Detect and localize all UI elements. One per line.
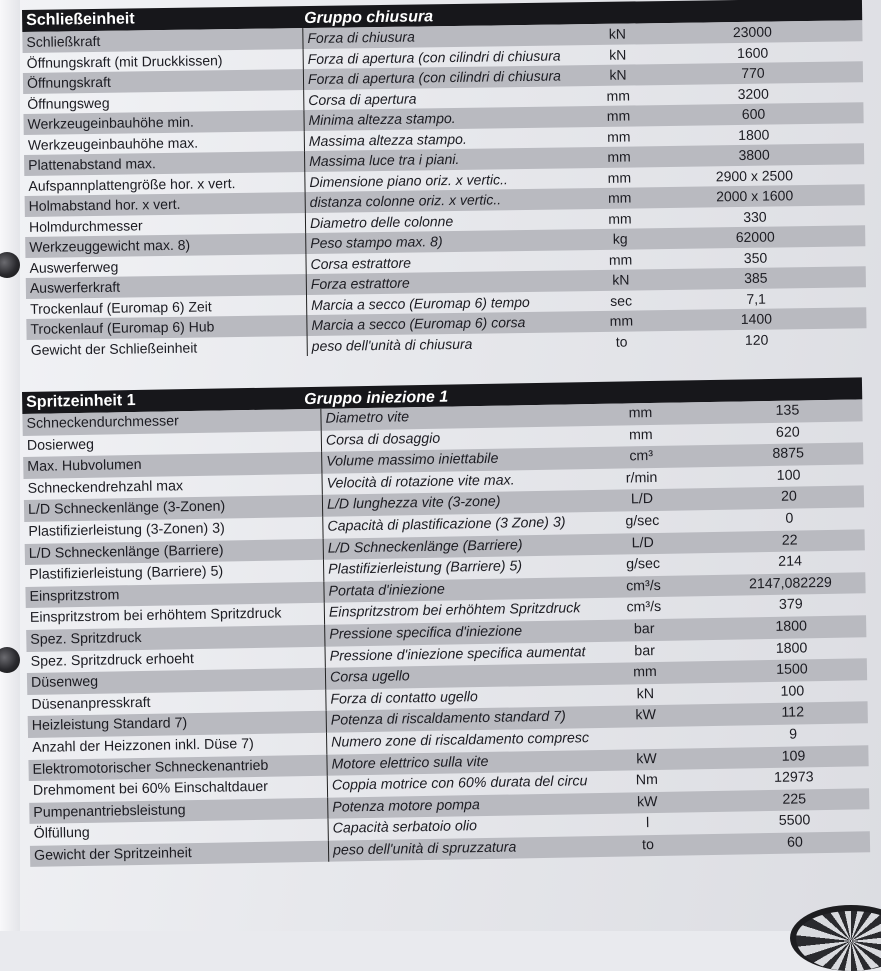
- row-value: 770: [741, 64, 765, 81]
- row-value: 7,1: [746, 290, 766, 307]
- row-unit: to: [615, 333, 628, 350]
- row-value: 1600: [736, 44, 769, 61]
- row-value: 225: [782, 791, 807, 808]
- row-unit: cm³: [629, 448, 654, 465]
- row-value: 2900 x 2500: [715, 166, 794, 184]
- row-unit: kN: [636, 685, 655, 703]
- row-label-it: Forza di chiusura: [302, 27, 415, 49]
- row-label-it: Massima luce tra i piani.: [304, 149, 459, 172]
- row-value: 100: [776, 467, 801, 484]
- row-unit: kW: [636, 750, 657, 767]
- row-value: 109: [781, 747, 806, 765]
- row-label-it: peso dell'unità di chiusura: [307, 333, 473, 356]
- row-value: 120: [744, 331, 769, 348]
- row-label-it: Forza di contatto ugello: [325, 687, 478, 711]
- row-value: 135: [775, 402, 800, 419]
- row-value: 620: [775, 424, 800, 441]
- row-label-it: peso dell'unità di spruzzatura: [328, 837, 517, 862]
- row-label-de: Auswerferweg: [29, 258, 119, 276]
- row-unit: L/D: [631, 534, 654, 551]
- row-unit: mm: [607, 128, 631, 145]
- row-label-it: Dimensione piano oriz. x vertic..: [304, 169, 508, 192]
- row-label-de: Öffnungskraft: [26, 73, 111, 91]
- row-label-it: Marcia a secco (Euromap 6) corsa: [306, 312, 525, 336]
- row-unit: sec: [610, 292, 633, 309]
- row-label-de: Plastifizierleistung (3-Zonen) 3): [28, 520, 225, 540]
- row-label-de: Plastifizierleistung (Barriere) 5): [29, 563, 224, 584]
- section-title-it: Gruppo chiusura: [304, 8, 434, 28]
- row-value: 214: [778, 553, 803, 570]
- row-label-it: Diametro vite: [320, 407, 409, 430]
- row-value: 1800: [738, 126, 770, 143]
- row-label-it: Portata d'iniezione: [323, 579, 445, 603]
- row-label-it: Corsa di dosaggio: [321, 428, 441, 452]
- row-unit: mm: [609, 312, 634, 329]
- row-label-de: Holmdurchmesser: [28, 216, 143, 235]
- row-label-de: Werkzeugeinbauhöhe min.: [27, 113, 194, 132]
- row-value: 22: [781, 532, 798, 549]
- row-label-it: Forza di apertura (con cilindri di chiusura: [303, 65, 561, 89]
- row-unit: mm: [628, 426, 653, 444]
- row-label-de: Drehmoment bei 60% Einschaltdauer: [32, 778, 269, 799]
- row-value: 1800: [775, 618, 808, 635]
- row-value: 5500: [778, 812, 811, 830]
- row-unit: bar: [633, 620, 655, 638]
- row-label-de: Schneckendrehzahl max: [27, 477, 184, 497]
- row-value: 1500: [776, 661, 808, 679]
- row-label-it: Pressione specifica d'iniezione: [324, 621, 522, 646]
- row-unit: mm: [607, 169, 632, 186]
- row-unit: mm: [628, 405, 653, 422]
- row-label-it: Motore elettrico sulla vite: [326, 751, 488, 775]
- row-unit: kN: [608, 25, 627, 42]
- row-unit: r/min: [625, 469, 658, 487]
- row-label-it: Massima altezza stampo.: [304, 128, 467, 151]
- row-label-de: Gewicht der Schließeinheit: [30, 339, 198, 358]
- row-unit: bar: [634, 642, 655, 659]
- row-value: 1800: [775, 639, 808, 657]
- row-label-de: Holmabstand hor. x vert.: [28, 195, 181, 214]
- row-label-it: Plastifizierleistung (Barriere) 5): [323, 556, 522, 581]
- row-value: 350: [743, 249, 768, 266]
- row-label-it: Potenza motore pompa: [327, 795, 480, 819]
- section-title-de: Schließeinheit: [26, 10, 135, 29]
- row-label-it: distanza colonne oriz. x vertic..: [305, 189, 502, 212]
- row-unit: mm: [606, 87, 631, 104]
- clamping-unit-table: [22, 0, 867, 360]
- row-unit: mm: [633, 664, 657, 681]
- row-label-de: Pumpenantriebsleistung: [33, 801, 186, 821]
- row-label-de: Schließkraft: [26, 32, 101, 50]
- row-label-it: Volume massimo iniettabile: [321, 449, 499, 474]
- row-unit: l: [645, 815, 650, 832]
- row-label-de: Öffnungsweg: [27, 94, 110, 112]
- row-label-it: Einspritzstrom bei erhöhtem Spritzdruck: [324, 599, 581, 625]
- row-label-de: Max. Hubvolumen: [27, 457, 142, 476]
- row-label-de: Schneckendurchmesser: [26, 413, 179, 432]
- row-label-de: Werkzeuggewicht max. 8): [29, 236, 191, 255]
- row-label-de: L/D Schneckenlänge (3-Zonen): [27, 498, 226, 519]
- row-label-it: Pressione d'iniezione specifica aumentat: [324, 642, 585, 668]
- row-label-it: Coppia motrice con 60% durata del circu: [327, 771, 588, 797]
- row-value: 600: [741, 105, 766, 122]
- row-value: 100: [780, 683, 805, 700]
- row-label-it: L/D lunghezza vite (3-zone): [322, 492, 501, 517]
- row-unit: kN: [612, 271, 630, 288]
- row-value: 112: [781, 704, 805, 722]
- row-unit: L/D: [630, 491, 654, 508]
- row-label-it: Forza estrattore: [306, 273, 410, 295]
- row-label-de: Werkzeugeinbauhöhe max.: [27, 134, 199, 153]
- injection-unit-table: [22, 377, 870, 867]
- row-label-it: Marcia a secco (Euromap 6) tempo: [306, 291, 530, 315]
- binder-strip: [0, 0, 20, 931]
- row-label-de: Gewicht der Spritzeinheit: [33, 844, 192, 864]
- row-value: 20: [780, 488, 797, 506]
- row-value: 3200: [737, 85, 769, 102]
- row-unit: cm³/s: [626, 599, 662, 616]
- row-value: 23000: [732, 23, 772, 41]
- row-label-de: Spez. Spritzdruck: [30, 629, 142, 648]
- row-label-de: Heizleistung Standard 7): [31, 715, 188, 735]
- row-unit: g/sec: [625, 512, 660, 530]
- row-label-it: L/D Schneckenlänge (Barriere): [323, 535, 523, 560]
- knob-decoration: [790, 905, 881, 971]
- row-label-it: Corsa di apertura: [303, 88, 416, 110]
- row-label-de: L/D Schneckenlänge (Barriere): [28, 542, 224, 562]
- row-value: 62000: [735, 228, 775, 246]
- row-value: 0: [785, 510, 794, 527]
- row-label-it: Capacità di plastificazione (3 Zone) 3): [322, 513, 565, 539]
- row-value: 60: [786, 834, 804, 851]
- row-label-de: Auswerferkraft: [29, 278, 121, 296]
- row-label-it: Corsa ugello: [325, 666, 410, 689]
- row-unit: mm: [607, 148, 631, 165]
- row-label-de: Elektromotorischer Schneckenantrieb: [32, 757, 269, 778]
- row-label-de: Düsenweg: [30, 673, 99, 692]
- row-unit: mm: [608, 210, 632, 227]
- row-value: 8875: [772, 445, 805, 463]
- row-label-de: Öffnungskraft (mit Druckkissen): [26, 51, 223, 71]
- row-unit: mm: [608, 251, 633, 268]
- row-value: 330: [743, 208, 767, 225]
- row-unit: [606, 726, 686, 727]
- row-label-de: Einspritzstrom bei erhöhtem Spritzdruck: [29, 605, 282, 627]
- row-value: 12973: [773, 769, 814, 787]
- row-label-de: Aufspannplattengröße hor. x vert.: [28, 174, 236, 194]
- row-label-de: Trockenlauf (Euromap 6) Zeit: [30, 297, 212, 317]
- row-unit: kN: [609, 46, 627, 63]
- row-label-it: Diametro delle colonne: [305, 211, 453, 234]
- row-unit: g/sec: [625, 556, 661, 573]
- row-unit: mm: [607, 189, 632, 206]
- section-title-de: Spritzeinheit 1: [26, 392, 136, 411]
- row-unit: cm³/s: [625, 577, 661, 595]
- row-value: 3800: [738, 146, 770, 164]
- row-label-de: Düsenanpresskraft: [31, 694, 151, 713]
- row-label-it: Numero zone di riscaldamento compresc: [326, 728, 589, 754]
- row-label-it: Potenza di riscaldamento standard 7): [326, 707, 566, 733]
- row-label-it: Peso stampo max. 8): [305, 231, 443, 253]
- row-label-it: Corsa estrattore: [305, 252, 411, 274]
- section-title-it: Gruppo iniezione 1: [304, 388, 449, 409]
- injection-rows: [22, 399, 870, 867]
- clamping-rows: [22, 20, 866, 360]
- row-value: 9: [789, 726, 798, 743]
- row-label-de: Einspritzstrom: [29, 587, 120, 605]
- row-value: 1400: [740, 310, 773, 327]
- row-unit: kN: [609, 66, 627, 83]
- row-label-it: Capacità serbatoio olio: [327, 816, 477, 840]
- row-label-de: Spez. Spritzdruck erhoeht: [30, 650, 195, 670]
- row-unit: kW: [635, 707, 657, 724]
- row-unit: Nm: [635, 772, 659, 789]
- row-unit: mm: [606, 107, 631, 124]
- row-label-de: Dosierweg: [26, 436, 95, 454]
- row-label-it: Minima altezza stampo.: [303, 108, 455, 131]
- row-unit: kg: [612, 230, 628, 247]
- row-value: 379: [778, 596, 803, 614]
- row-label-it: Forza di apertura (con cilindri di chiusura: [303, 45, 561, 69]
- row-label-de: Ölfüllung: [33, 825, 90, 843]
- row-unit: to: [641, 836, 655, 854]
- row-label-de: Trockenlauf (Euromap 6) Hub: [30, 318, 215, 337]
- row-label-de: Plattenabstand max.: [28, 155, 156, 173]
- row-unit: kW: [636, 793, 658, 811]
- row-value: 2147,082229: [748, 574, 833, 593]
- row-value: 385: [744, 269, 768, 286]
- row-label-it: Velocità di rotazione vite max.: [321, 470, 514, 495]
- row-value: 2000 x 1600: [716, 187, 794, 205]
- row-label-de: Anzahl der Heizzonen inkl. Düse 7): [32, 735, 254, 756]
